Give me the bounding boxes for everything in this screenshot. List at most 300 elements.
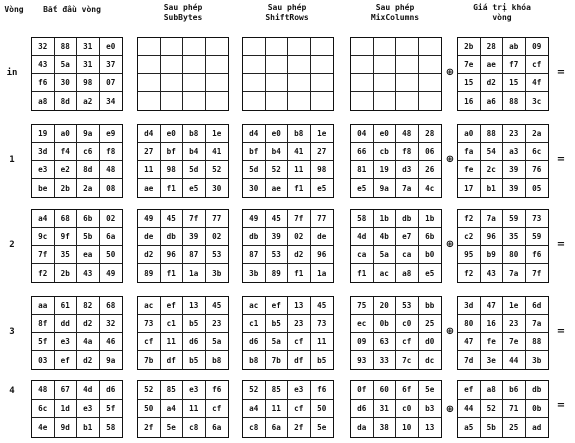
matrix-cell: 7a: [526, 315, 549, 333]
matrix-cell: 34: [106, 96, 116, 106]
matrix-cell: 2b: [55, 179, 78, 197]
matrix-cell: 53: [396, 297, 419, 315]
matrix-cell: ca: [351, 246, 374, 264]
matrix-cell: d2: [77, 351, 100, 369]
state-matrix-subbytes-3: [137, 296, 229, 370]
matrix-cell: 11: [311, 333, 334, 351]
matrix-cell: 39: [503, 161, 526, 179]
matrix-cell: 3b: [532, 355, 542, 365]
matrix-cell: 02: [288, 228, 311, 246]
matrix-cell: 96: [311, 246, 334, 264]
matrix-cell: 8f: [32, 315, 55, 333]
matrix-cell: 87: [183, 246, 206, 264]
matrix-cell: 13: [183, 297, 206, 315]
matrix-cell: bb: [419, 297, 442, 315]
matrix-cell: 6b: [77, 210, 100, 228]
matrix-cell: [288, 38, 311, 56]
matrix-cell: 16: [458, 92, 481, 110]
state-matrix-shiftrows-1: [242, 124, 334, 198]
state-matrix-mixcolumns-3: [350, 296, 442, 370]
matrix-cell: b5: [317, 355, 327, 365]
state-matrix-start-4: [31, 380, 123, 438]
matrix-cell: f2: [458, 210, 481, 228]
state-matrix-subbytes-2: [137, 209, 229, 283]
matrix-cell: 10: [396, 418, 419, 437]
matrix-cell: 6c: [526, 143, 549, 161]
matrix-cell: c8: [243, 418, 266, 437]
matrix-cell: 53: [266, 246, 289, 264]
matrix-cell: ef: [458, 381, 481, 400]
matrix-cell: [374, 56, 397, 74]
matrix-cell: df: [161, 351, 184, 369]
matrix-cell: 2f: [138, 418, 161, 437]
matrix-cell: 88: [526, 333, 549, 351]
matrix-cell: 1e: [206, 125, 229, 143]
matrix-cell: 5b: [481, 418, 504, 437]
matrix-cell: cf: [288, 333, 311, 351]
matrix-cell: 67: [55, 381, 78, 400]
matrix-cell: d2: [288, 246, 311, 264]
matrix-cell: d2: [138, 246, 161, 264]
matrix-cell: a0: [458, 125, 481, 143]
matrix-cell: f8: [100, 143, 123, 161]
matrix-cell: 41: [206, 143, 229, 161]
matrix-cell: 11: [138, 161, 161, 179]
matrix-cell: ac: [374, 264, 397, 282]
matrix-cell: 15: [503, 74, 526, 92]
matrix-cell: 4d: [77, 381, 100, 400]
matrix-cell: e9: [100, 125, 123, 143]
matrix-cell: 98: [311, 161, 334, 179]
matrix-cell: e3: [55, 333, 78, 351]
matrix-cell: 33: [374, 351, 397, 369]
matrix-cell: 3e: [481, 351, 504, 369]
header-round: Vòng: [4, 5, 24, 14]
matrix-cell: b0: [419, 246, 442, 264]
matrix-cell: 4a: [77, 333, 100, 351]
matrix-cell: 16: [481, 315, 504, 333]
matrix-cell: 5b: [77, 228, 100, 246]
matrix-cell: 09: [351, 333, 374, 351]
matrix-cell: 5a: [374, 246, 397, 264]
matrix-cell: 5e: [317, 423, 327, 433]
state-matrix-roundkey-3: [457, 296, 549, 370]
matrix-cell: ea: [77, 246, 100, 264]
matrix-cell: [138, 92, 161, 110]
matrix-cell: 1a: [183, 264, 206, 282]
matrix-cell: [419, 92, 442, 110]
matrix-cell: [138, 38, 161, 56]
matrix-cell: [311, 38, 334, 56]
matrix-cell: 89: [138, 264, 161, 282]
matrix-cell: 2b: [458, 38, 481, 56]
matrix-cell: 05: [532, 183, 542, 193]
matrix-cell: [351, 38, 374, 56]
matrix-cell: [243, 92, 266, 110]
matrix-cell: 46: [100, 333, 123, 351]
state-matrix-subbytes-in: [137, 37, 229, 111]
state-matrix-shiftrows-in: [242, 37, 334, 111]
matrix-cell: 37: [100, 56, 123, 74]
state-matrix-shiftrows-3: [242, 296, 334, 370]
matrix-cell: 43: [32, 56, 55, 74]
header-after-mixcolumns: Sau phép MixColumns: [370, 3, 420, 22]
matrix-cell: 2c: [481, 161, 504, 179]
matrix-cell: 28: [419, 125, 442, 143]
round-label-3: 3: [9, 327, 15, 337]
matrix-cell: 5a: [55, 56, 78, 74]
matrix-cell: 3c: [532, 96, 542, 106]
matrix-cell: ac: [138, 297, 161, 315]
matrix-cell: 7f: [288, 210, 311, 228]
header-round-key: Giá trị khóa vòng: [473, 3, 531, 22]
matrix-cell: 73: [311, 315, 334, 333]
matrix-cell: 88: [55, 38, 78, 56]
matrix-cell: 1e: [311, 125, 334, 143]
matrix-cell: [288, 56, 311, 74]
matrix-cell: b3: [419, 400, 442, 419]
matrix-cell: 9d: [55, 418, 78, 437]
matrix-cell: df: [288, 351, 311, 369]
matrix-cell: [351, 56, 374, 74]
state-matrix-roundkey-2: [457, 209, 549, 283]
matrix-cell: e3: [183, 381, 206, 400]
matrix-cell: [396, 56, 419, 74]
matrix-cell: f6: [526, 246, 549, 264]
matrix-cell: 27: [138, 143, 161, 161]
matrix-cell: 80: [458, 315, 481, 333]
matrix-cell: d6: [243, 333, 266, 351]
matrix-cell: 89: [266, 264, 289, 282]
matrix-cell: 6f: [396, 381, 419, 400]
matrix-cell: [396, 74, 419, 92]
matrix-cell: 26: [419, 161, 442, 179]
matrix-cell: ca: [396, 246, 419, 264]
matrix-cell: 6a: [100, 228, 123, 246]
matrix-cell: 45: [311, 297, 334, 315]
state-matrix-subbytes-4: [137, 380, 229, 438]
matrix-cell: a2: [77, 92, 100, 110]
matrix-cell: 2a: [77, 179, 100, 197]
matrix-cell: dc: [425, 355, 435, 365]
matrix-cell: 5a: [206, 333, 229, 351]
matrix-cell: b1: [481, 179, 504, 197]
matrix-cell: cb: [374, 143, 397, 161]
matrix-cell: 45: [206, 297, 229, 315]
matrix-cell: 32: [32, 38, 55, 56]
matrix-cell: [266, 92, 289, 110]
matrix-cell: 35: [55, 246, 78, 264]
matrix-cell: [243, 56, 266, 74]
matrix-cell: b1: [77, 418, 100, 437]
matrix-cell: cf: [396, 333, 419, 351]
matrix-cell: e5: [317, 183, 327, 193]
matrix-cell: [266, 74, 289, 92]
matrix-cell: 82: [77, 297, 100, 315]
matrix-cell: [419, 38, 442, 56]
matrix-cell: [311, 56, 334, 74]
matrix-cell: d0: [419, 333, 442, 351]
matrix-cell: [161, 38, 184, 56]
matrix-cell: ef: [161, 297, 184, 315]
matrix-cell: 6b: [419, 228, 442, 246]
matrix-cell: 2f: [288, 418, 311, 437]
matrix-cell: 7c: [396, 351, 419, 369]
matrix-cell: [266, 38, 289, 56]
matrix-cell: 9a: [106, 355, 116, 365]
matrix-cell: b8: [243, 351, 266, 369]
matrix-cell: 47: [481, 297, 504, 315]
matrix-cell: aa: [32, 297, 55, 315]
header-after-subbytes: Sau phép SubBytes: [163, 3, 203, 22]
matrix-cell: b6: [503, 381, 526, 400]
matrix-cell: a0: [55, 125, 78, 143]
matrix-cell: b4: [183, 143, 206, 161]
xor-symbol: ⊕: [445, 67, 455, 78]
matrix-cell: 8d: [77, 161, 100, 179]
state-matrix-shiftrows-4: [242, 380, 334, 438]
matrix-cell: d3: [396, 161, 419, 179]
matrix-cell: 44: [503, 351, 526, 369]
matrix-cell: [266, 56, 289, 74]
matrix-cell: 50: [311, 400, 334, 419]
matrix-cell: 4f: [526, 74, 549, 92]
state-matrix-roundkey-1: [457, 124, 549, 198]
matrix-cell: 5e: [161, 418, 184, 437]
matrix-cell: c1: [161, 315, 184, 333]
matrix-cell: 11: [183, 400, 206, 419]
matrix-cell: 7e: [503, 333, 526, 351]
matrix-cell: 7b: [138, 351, 161, 369]
matrix-cell: [351, 92, 374, 110]
matrix-cell: [311, 92, 334, 110]
matrix-cell: 0b: [374, 315, 397, 333]
matrix-cell: [288, 92, 311, 110]
matrix-cell: e0: [374, 125, 397, 143]
matrix-cell: 96: [161, 246, 184, 264]
matrix-cell: c0: [396, 315, 419, 333]
matrix-cell: 4d: [351, 228, 374, 246]
matrix-cell: 52: [266, 161, 289, 179]
matrix-cell: e5: [351, 179, 374, 197]
matrix-cell: [183, 74, 206, 92]
matrix-cell: [374, 74, 397, 92]
matrix-cell: [396, 92, 419, 110]
matrix-cell: 3d: [32, 143, 55, 161]
matrix-cell: [419, 56, 442, 74]
matrix-cell: 1b: [374, 210, 397, 228]
matrix-cell: 47: [458, 333, 481, 351]
state-matrix-shiftrows-2: [242, 209, 334, 283]
matrix-cell: 76: [526, 161, 549, 179]
matrix-cell: 54: [481, 143, 504, 161]
matrix-cell: 7a: [481, 210, 504, 228]
matrix-cell: c8: [183, 418, 206, 437]
matrix-cell: 7a: [503, 264, 526, 282]
matrix-cell: 4e: [32, 418, 55, 437]
matrix-cell: f8: [396, 143, 419, 161]
matrix-cell: d6: [351, 400, 374, 419]
matrix-cell: 48: [32, 381, 55, 400]
matrix-cell: 7f: [532, 268, 542, 278]
matrix-cell: 61: [55, 297, 78, 315]
state-matrix-mixcolumns-in: [350, 37, 442, 111]
matrix-cell: e0: [100, 38, 123, 56]
matrix-cell: 45: [266, 210, 289, 228]
matrix-cell: 7f: [183, 210, 206, 228]
matrix-cell: 58: [106, 423, 116, 433]
matrix-cell: f2: [32, 264, 55, 282]
matrix-cell: 49: [106, 268, 116, 278]
matrix-cell: 7b: [266, 351, 289, 369]
matrix-cell: bf: [161, 143, 184, 161]
matrix-cell: 7e: [458, 56, 481, 74]
matrix-cell: [396, 38, 419, 56]
matrix-cell: 52: [481, 400, 504, 419]
matrix-cell: fa: [458, 143, 481, 161]
matrix-cell: 30: [55, 74, 78, 92]
matrix-cell: 38: [374, 418, 397, 437]
state-matrix-mixcolumns-4: [350, 380, 442, 438]
matrix-cell: e5: [425, 268, 435, 278]
matrix-cell: f1: [161, 179, 184, 197]
matrix-cell: b5: [183, 351, 206, 369]
matrix-cell: ab: [503, 38, 526, 56]
matrix-cell: cf: [288, 400, 311, 419]
xor-symbol: ⊕: [445, 239, 455, 250]
matrix-cell: b8: [212, 355, 222, 365]
matrix-cell: 20: [374, 297, 397, 315]
matrix-cell: 28: [481, 38, 504, 56]
matrix-cell: db: [526, 381, 549, 400]
matrix-cell: b9: [481, 246, 504, 264]
matrix-cell: 87: [243, 246, 266, 264]
state-matrix-mixcolumns-2: [350, 209, 442, 283]
matrix-cell: 77: [311, 210, 334, 228]
matrix-cell: 4b: [374, 228, 397, 246]
matrix-cell: 41: [288, 143, 311, 161]
state-matrix-subbytes-1: [137, 124, 229, 198]
matrix-cell: 59: [503, 210, 526, 228]
state-matrix-roundkey-in: [457, 37, 549, 111]
matrix-cell: 43: [77, 264, 100, 282]
matrix-cell: 98: [161, 161, 184, 179]
matrix-cell: 52: [138, 381, 161, 400]
matrix-cell: 15: [458, 74, 481, 92]
matrix-cell: 31: [77, 38, 100, 56]
matrix-cell: 4c: [425, 183, 435, 193]
matrix-cell: 23: [288, 315, 311, 333]
xor-symbol: ⊕: [445, 154, 455, 165]
matrix-cell: f4: [55, 143, 78, 161]
matrix-cell: c2: [458, 228, 481, 246]
matrix-cell: 77: [206, 210, 229, 228]
matrix-cell: 9a: [77, 125, 100, 143]
matrix-cell: a3: [503, 143, 526, 161]
matrix-cell: 68: [100, 297, 123, 315]
matrix-cell: f6: [32, 74, 55, 92]
equals-symbol: =: [556, 67, 566, 78]
matrix-cell: db: [161, 228, 184, 246]
matrix-cell: a6: [481, 92, 504, 110]
matrix-cell: 30: [212, 183, 222, 193]
matrix-cell: 68: [55, 210, 78, 228]
matrix-cell: b5: [266, 315, 289, 333]
state-matrix-start-in: [31, 37, 123, 111]
matrix-cell: [138, 56, 161, 74]
matrix-cell: [206, 74, 229, 92]
matrix-cell: 3b: [212, 268, 222, 278]
matrix-cell: de: [138, 228, 161, 246]
matrix-cell: f2: [458, 264, 481, 282]
state-matrix-start-2: [31, 209, 123, 283]
matrix-cell: [206, 38, 229, 56]
matrix-cell: 73: [138, 315, 161, 333]
matrix-cell: 25: [419, 315, 442, 333]
matrix-cell: 73: [526, 210, 549, 228]
matrix-cell: e3: [288, 381, 311, 400]
matrix-cell: 53: [206, 246, 229, 264]
matrix-cell: 5e: [419, 381, 442, 400]
matrix-cell: [138, 74, 161, 92]
matrix-cell: 96: [481, 228, 504, 246]
matrix-cell: 6a: [266, 418, 289, 437]
matrix-cell: f1: [161, 264, 184, 282]
matrix-cell: 13: [425, 423, 435, 433]
matrix-cell: 85: [266, 381, 289, 400]
matrix-cell: 02: [206, 228, 229, 246]
matrix-cell: 27: [311, 143, 334, 161]
matrix-cell: [374, 92, 397, 110]
matrix-cell: [351, 74, 374, 92]
matrix-cell: b8: [183, 125, 206, 143]
matrix-cell: d4: [138, 125, 161, 143]
matrix-cell: ef: [55, 351, 78, 369]
matrix-cell: c0: [396, 400, 419, 419]
matrix-cell: 85: [161, 381, 184, 400]
matrix-cell: [161, 56, 184, 74]
matrix-cell: 32: [100, 315, 123, 333]
matrix-cell: 11: [288, 161, 311, 179]
matrix-cell: 1b: [419, 210, 442, 228]
matrix-cell: 7f: [32, 246, 55, 264]
matrix-cell: 5f: [32, 333, 55, 351]
matrix-cell: 43: [481, 264, 504, 282]
matrix-cell: a4: [161, 400, 184, 419]
matrix-cell: 80: [503, 246, 526, 264]
matrix-cell: cf: [526, 56, 549, 74]
matrix-cell: 6c: [32, 400, 55, 419]
matrix-cell: 08: [106, 183, 116, 193]
matrix-cell: 11: [161, 333, 184, 351]
matrix-cell: 48: [396, 125, 419, 143]
matrix-cell: 0f: [351, 381, 374, 400]
matrix-cell: [161, 74, 184, 92]
matrix-cell: [183, 56, 206, 74]
matrix-cell: 13: [288, 297, 311, 315]
matrix-cell: 5d: [243, 161, 266, 179]
matrix-cell: a8: [32, 92, 55, 110]
matrix-cell: ad: [532, 423, 542, 433]
matrix-cell: a8: [481, 381, 504, 400]
matrix-cell: 17: [458, 179, 481, 197]
matrix-cell: 6d: [526, 297, 549, 315]
matrix-cell: [288, 74, 311, 92]
matrix-cell: 09: [526, 38, 549, 56]
equals-symbol: =: [556, 400, 566, 411]
state-matrix-start-1: [31, 124, 123, 198]
matrix-cell: a8: [396, 264, 419, 282]
